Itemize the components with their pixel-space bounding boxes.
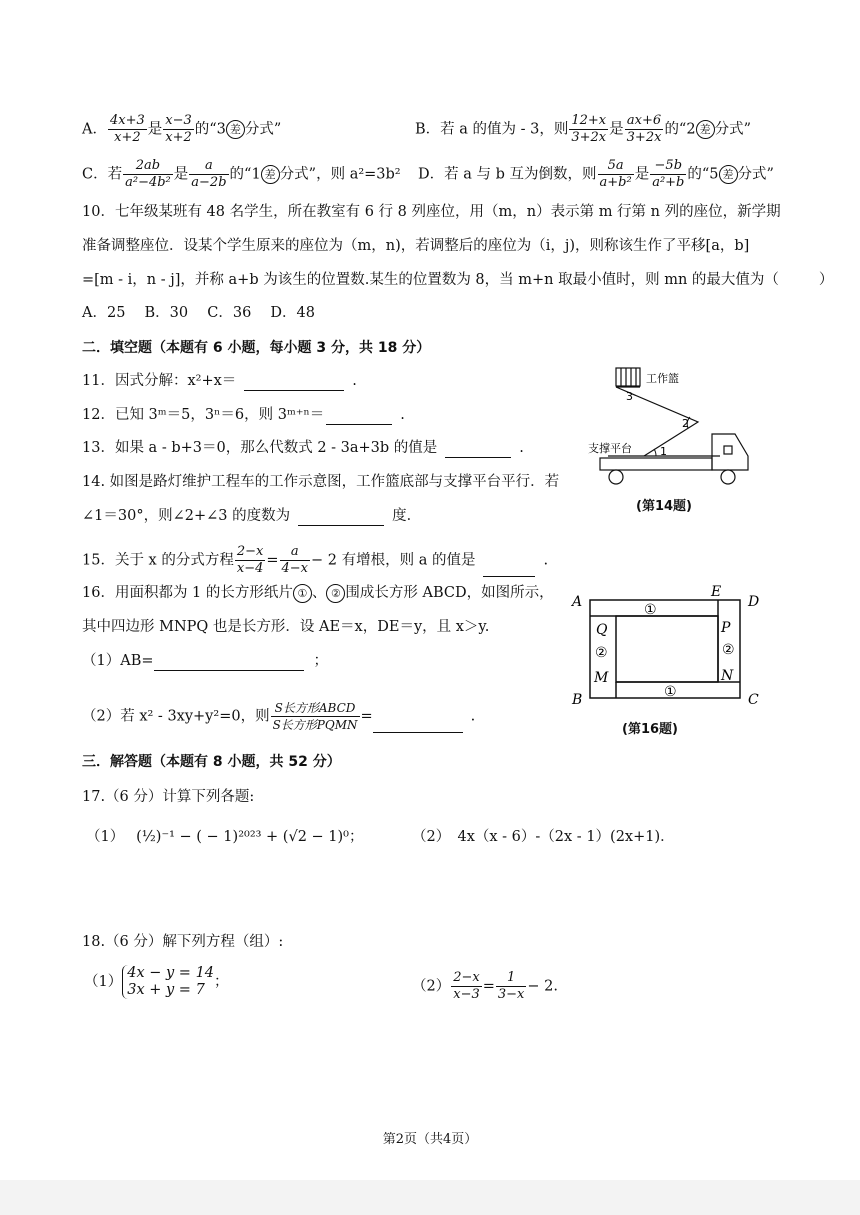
equation-system: 4x − y = 14 3x + y = 7 bbox=[122, 965, 214, 999]
section-3-heading: 三．解答题（本题有 8 小题，共 52 分） bbox=[82, 754, 341, 770]
work-basket bbox=[616, 368, 640, 386]
q9-option-a: A． $\frac{4x+3}{x+2}$ 是 $\frac{x-3}{x+2}$ 的“3 差 分式” bbox=[82, 113, 282, 145]
q9-option-d: D．若 a 与 b 互为倒数，则 $\frac{5a}{\text{a+b²}}$ 是 $\frac{-5b}{\text{a²+b}}$ 的“5 差 分式” bbox=[418, 158, 774, 190]
piece-2-left: ② bbox=[595, 645, 608, 661]
q17-part-1: （1） (½)⁻¹ − ( − 1)²⁰²³ + (√2 − 1)⁰； bbox=[86, 829, 364, 845]
q9-option-c: C．若 $\frac{2ab}{\text{a²−4b²}}$ 是 $\frac{a}{a-2b}$ 的“1 差 分式”，则 a²=3b² bbox=[82, 158, 401, 190]
fraction: $\frac{5a}{\text{a+b²}}$ bbox=[599, 158, 632, 190]
fraction: $\frac{ax+6}{3+2x}$ bbox=[626, 113, 662, 145]
q16-part-1: （1）AB= ； bbox=[82, 653, 329, 669]
piece-2-right: ② bbox=[722, 642, 735, 658]
circled-number: ① bbox=[293, 584, 312, 603]
vertex-b: B bbox=[572, 692, 583, 708]
q16-line-2: 其中四边形 MNPQ 也是长方形．设 AE＝x，DE＝y，且 x＞y. bbox=[82, 619, 490, 635]
q14-line-1: 14. 如图是路灯维护工程车的工作示意图，工作篮底部与支撑平台平行．若 bbox=[82, 474, 560, 490]
q11: 11．因式分解：x²+x＝ . bbox=[82, 373, 357, 389]
bottom-band bbox=[0, 1180, 860, 1215]
q14-line-2: ∠1＝30°，则∠2+∠3 的度数为 度． bbox=[82, 508, 422, 524]
vertex-m: M bbox=[594, 670, 609, 686]
vertex-n: N bbox=[721, 668, 734, 684]
angle-2-label: 2 bbox=[682, 417, 689, 430]
platform-label: 支撑平台 bbox=[588, 442, 632, 455]
fraction: $\frac{-5b}{\text{a²+b}}$ bbox=[652, 158, 685, 190]
piece-1-bottom: ① bbox=[664, 684, 677, 700]
q10-line-3: =[m - i，n - j]，并称 a+b 为该生的位置数.某生的位置数为 8，当 m+n 取最小值时，则 mn 的最大值为（ ） bbox=[82, 272, 834, 288]
vertex-d: D bbox=[748, 594, 760, 610]
fraction: $\frac{a}{a-2b}$ bbox=[191, 158, 227, 190]
fraction: $\frac{2-x}{x-4}$ bbox=[236, 544, 264, 576]
section-2-heading: 二．填空题（本题有 6 小题，每小题 3 分，共 18 分） bbox=[82, 340, 431, 356]
q13: 13．如果 a - b+3＝0，那么代数式 2 - 3a+3b 的值是 . bbox=[82, 440, 524, 456]
figure-16-caption: (第16题) bbox=[622, 722, 678, 737]
circled-char: 差 bbox=[696, 120, 715, 139]
fraction: $\frac{a}{4-x}$ bbox=[281, 544, 309, 576]
vertex-a: A bbox=[572, 594, 583, 610]
figure-14-caption: (第14题) bbox=[636, 499, 692, 514]
figure-16-rectangle bbox=[568, 584, 768, 714]
circled-char: 差 bbox=[719, 165, 738, 184]
q9-option-b: B．若 a 的值为 - 3，则 $\frac{12+x}{3+2x}$ 是 $\frac{ax+6}{3+2x}$ 的“2 差 分式” bbox=[415, 113, 751, 145]
fraction: $\frac{x-3}{x+2}$ bbox=[165, 113, 192, 145]
vertex-p: P bbox=[721, 620, 731, 636]
fraction: $\frac{12+x}{3+2x}$ bbox=[571, 113, 607, 145]
q10-line-2: 准备调整座位．设某个学生原来的座位为（m，n)，若调整后的座位为（i，j)，则称该生作了平移[a，b] bbox=[82, 238, 750, 254]
q16-part-2: （2）若 x² - 3xy+y²=0，则 $\frac{\text{S长方形ABCD}}{\text{S长方形PQMN}}$ = . bbox=[82, 701, 476, 732]
circled-char: 差 bbox=[226, 120, 245, 139]
circled-number: ② bbox=[326, 584, 345, 603]
piece-1-top: ① bbox=[644, 602, 657, 618]
rectangle-mnpq bbox=[616, 616, 718, 682]
page-footer: 第2页（共4页） bbox=[382, 1132, 478, 1147]
q18-part-2: （2） $\frac{2-x}{x-3}$ = $\frac{1}{3-x}$ − 2. bbox=[412, 970, 558, 1002]
fraction: $\frac{4x+3}{x+2}$ bbox=[109, 113, 145, 145]
wheel bbox=[721, 470, 735, 484]
q17-part-2: （2） 4x（x - 6）-（2x - 1）(2x+1)． bbox=[412, 829, 675, 845]
q10-options: A．25 B．30 C．36 D．48 bbox=[82, 305, 315, 321]
circled-char: 差 bbox=[261, 165, 280, 184]
q17-title: 17.（6 分）计算下列各题: bbox=[82, 789, 255, 805]
q10-line-1: 10．七年级某班有 48 名学生，所在教室有 6 行 8 列座位，用（m，n）表示第 m 行第 n 列的座位，新学期 bbox=[82, 204, 781, 220]
fraction: $\frac{1}{3-x}$ bbox=[497, 970, 525, 1002]
fraction: $\frac{2-x}{x-3}$ bbox=[453, 970, 480, 1002]
q15: 15．关于 x 的分式方程 $\frac{2-x}{x-4}$ = $\frac{a}{4-x}$ − 2 有增根，则 a 的值是 . bbox=[82, 544, 549, 576]
vertex-e: E bbox=[711, 584, 722, 600]
fraction: $\frac{\text{S长方形ABCD}}{\text{S长方形PQMN}}$ bbox=[272, 701, 358, 732]
q16-line-1: 16．用面积都为 1 的长方形纸片 ① 、 ② 围成长方形 ABCD，如图所示， bbox=[82, 585, 554, 601]
q18-title: 18.（6 分）解下列方程（组）: bbox=[82, 934, 284, 950]
angle-1-label: 1 bbox=[660, 445, 667, 458]
wheel bbox=[609, 470, 623, 484]
q18-part-1: （1） 4x − y = 14 3x + y = 7 ； bbox=[84, 965, 229, 998]
vertex-c: C bbox=[748, 692, 759, 708]
truck-cab bbox=[712, 434, 748, 470]
angle-3-label: 3 bbox=[626, 390, 633, 403]
q12: 12．已知 3ᵐ＝5，3ⁿ＝6，则 3ᵐ⁺ⁿ＝ . bbox=[82, 407, 405, 423]
vertex-q: Q bbox=[596, 622, 608, 638]
basket-label: 工作篮 bbox=[646, 372, 679, 385]
fraction: $\frac{2ab}{\text{a²−4b²}}$ bbox=[125, 158, 171, 190]
